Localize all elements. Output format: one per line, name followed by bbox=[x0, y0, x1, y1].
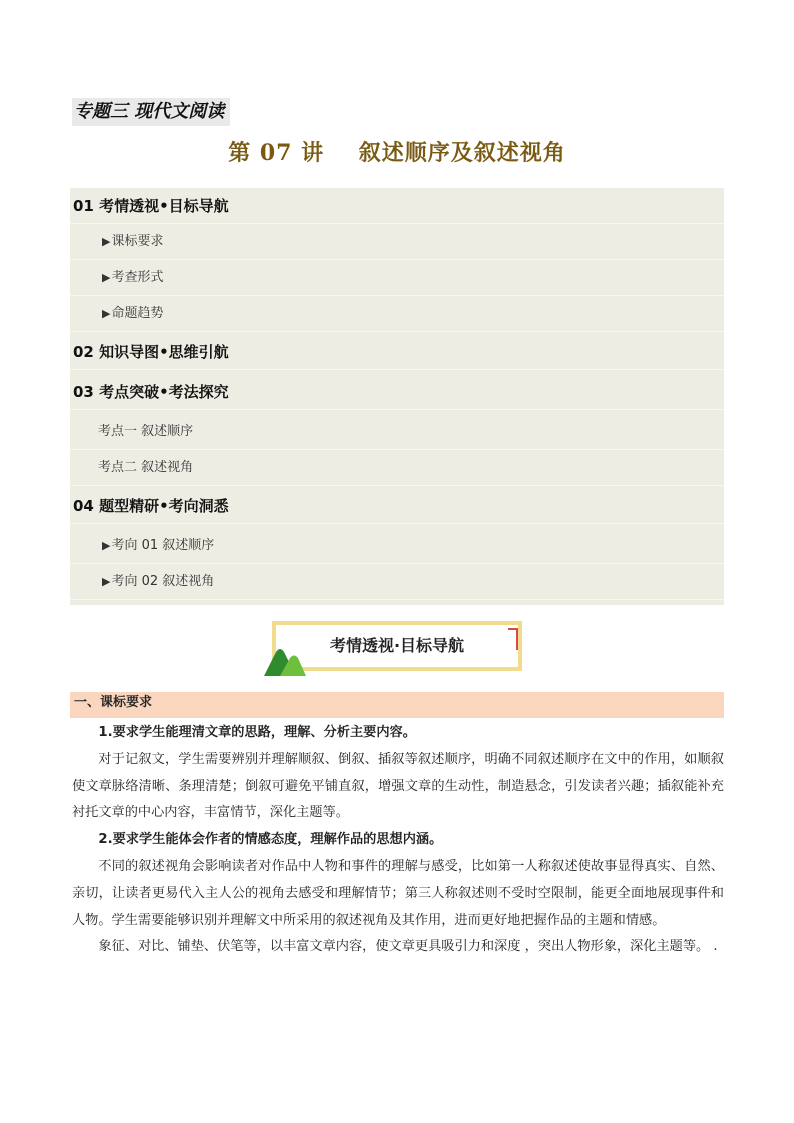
requirement-1: 1.要求学生能理清文章的思路，理解、分析主要内容。 bbox=[98, 725, 416, 740]
accent-mark bbox=[508, 628, 518, 630]
paragraph: 对于记叙文，学生需要辨别并理解顺叙、倒叙、插叙等叙述顺序，明确不同叙述顺序在文中的作用，如顺叙使文章脉络清晰、条理清楚；倒叙可避免平铺直叙，增强文章的生动性，制造悬念，引发读者兴趣；插叙能补充衬托文章的中心内容，丰富情节，深化主题等。 bbox=[72, 751, 724, 821]
toc-item[interactable]: ▶命题趋势 bbox=[70, 296, 724, 332]
toc-section-4[interactable]: 04 题型精研•考向洞悉 bbox=[70, 488, 724, 524]
triangle-icon: ▶ bbox=[102, 271, 111, 284]
accent-mark bbox=[516, 628, 518, 650]
paragraph: 不同的叙述视角会影响读者对作品中人物和事件的理解与感受，比如第一人称叙述使故事显得真实、自然、亲切，让读者更易代入主人公的视角去感受和理解情节；第三人称叙述则不受时空限制，能更全面地展现事件和人物。学生需要能够识别并理解文中所采用的叙述视角及其作用，进而更好地把握作品的主题和情感。 bbox=[72, 858, 724, 928]
topic-badge: 专题三 现代文阅读 bbox=[72, 98, 230, 126]
toc-item[interactable]: 考点一 叙述顺序 bbox=[70, 414, 724, 450]
lecture-title: 第 07 讲 叙述顺序及叙述视角 bbox=[228, 140, 566, 166]
toc-item[interactable]: ▶课标要求 bbox=[70, 224, 724, 260]
section-banner bbox=[262, 618, 532, 680]
section-body bbox=[72, 720, 724, 961]
toc-item[interactable]: ▶考向 01 叙述顺序 bbox=[70, 528, 724, 564]
triangle-icon: ▶ bbox=[102, 235, 111, 248]
triangle-icon: ▶ bbox=[102, 307, 111, 320]
toc-item[interactable]: ▶考向 02 叙述视角 bbox=[70, 564, 724, 600]
hills-icon bbox=[262, 642, 308, 678]
toc-section-3[interactable]: 03 考点突破•考法探究 bbox=[70, 374, 724, 410]
table-of-contents bbox=[70, 188, 724, 605]
triangle-icon: ▶ bbox=[102, 539, 111, 552]
section-heading: 一、课标要求 bbox=[70, 692, 724, 718]
toc-item[interactable]: 考点二 叙述视角 bbox=[70, 450, 724, 486]
toc-item[interactable]: ▶考查形式 bbox=[70, 260, 724, 296]
paragraph: 象征、对比、铺垫、伏笔等，以丰富文章内容，使文章更具吸引力和深度 ，突出人物形象，深化主题等。 . bbox=[98, 939, 718, 955]
requirement-2: 2.要求学生能体会作者的情感态度，理解作品的思想内涵。 bbox=[98, 832, 443, 848]
toc-section-2[interactable]: 02 知识导图•思维引航 bbox=[70, 334, 724, 370]
banner-label: 考情透视·目标导航 bbox=[272, 621, 522, 671]
toc-section-1[interactable]: 01 考情透视•目标导航 bbox=[70, 188, 724, 224]
triangle-icon: ▶ bbox=[102, 575, 111, 588]
